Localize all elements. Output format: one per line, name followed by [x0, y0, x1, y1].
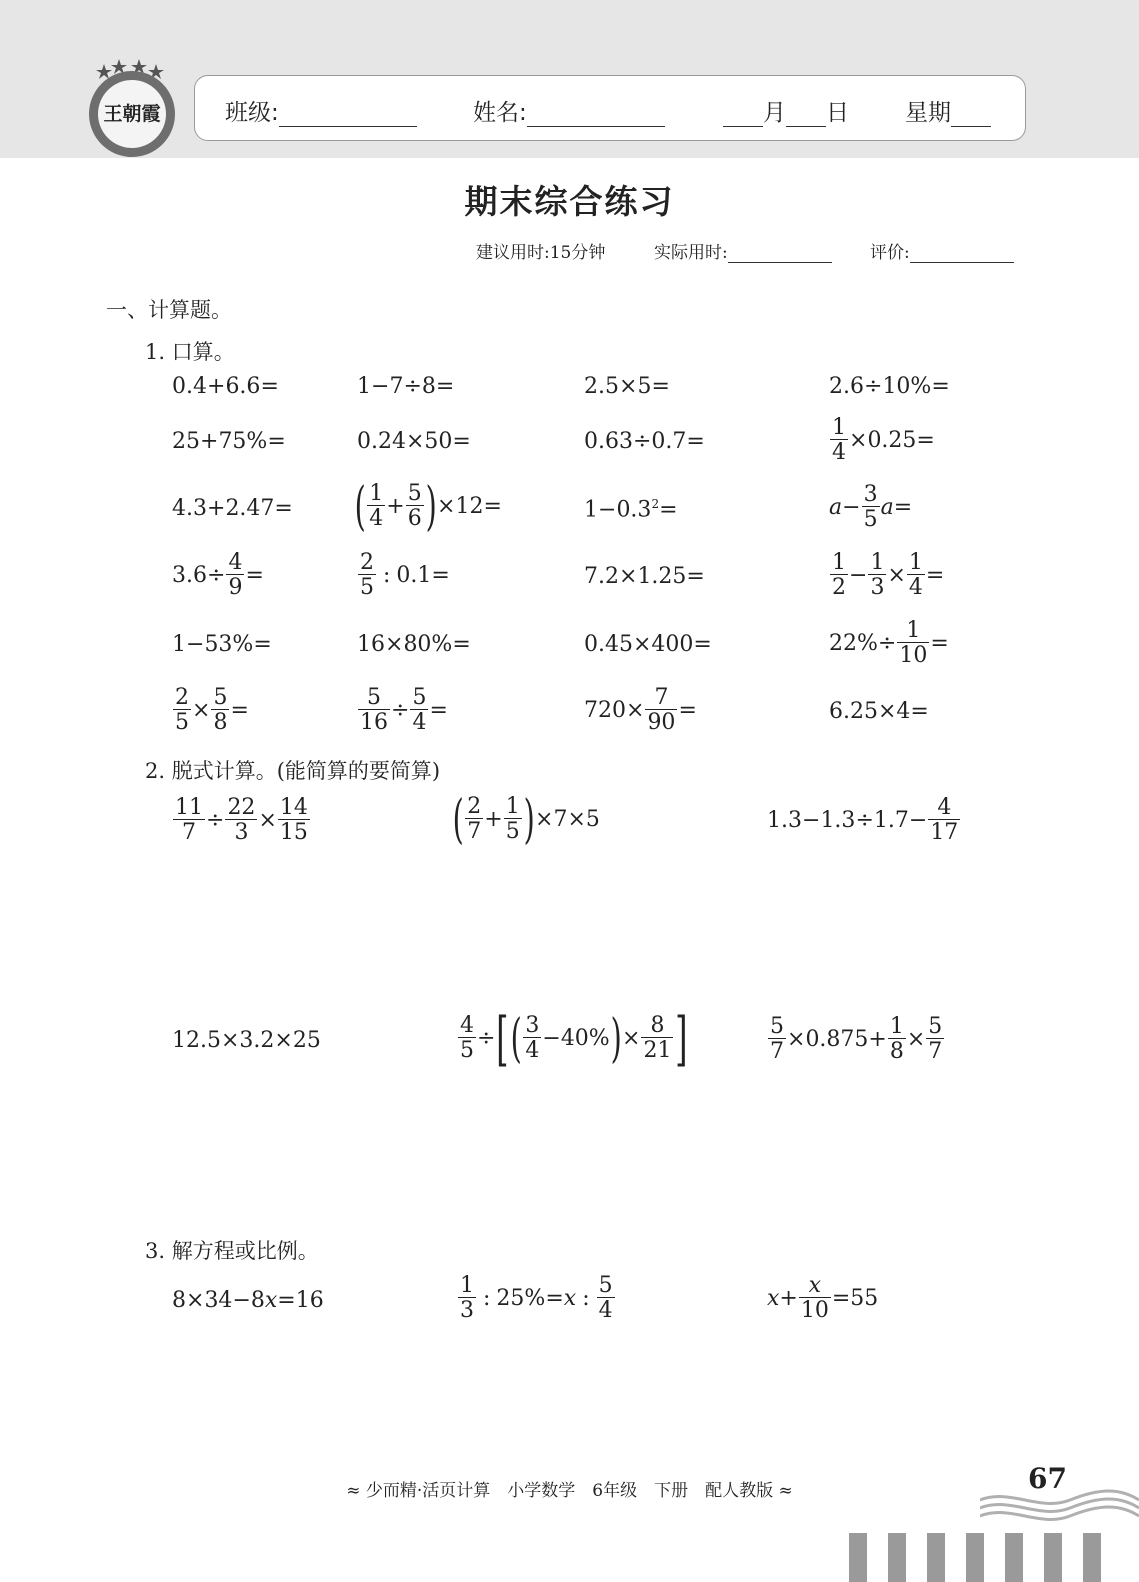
calc-item: $\frac{5}{7}$ ×0.875+ $\frac{1}{8}$ × $\frac{5}{7}$ — [770, 1014, 943, 1065]
oral-item: $\frac{2}{5}$ × $\frac{5}{8}$ = — [175, 685, 249, 736]
svg-text:王朝霞: 王朝霞 — [103, 103, 161, 125]
oral-item: 1−53%= — [172, 632, 272, 657]
edge-tab — [1083, 1533, 1101, 1582]
oral-item: 0.63÷0.7= — [584, 429, 705, 454]
oral-item: ( $\frac{1}{4}$ + $\frac{5}{6}$ )×12= — [354, 477, 502, 537]
q3-title: 3. 解方程或比例。 — [145, 1239, 319, 1263]
date-field[interactable]: 月 日 — [723, 94, 849, 127]
actual-time-field[interactable]: 实际用时: — [654, 238, 832, 263]
edge-tab — [888, 1533, 906, 1582]
oral-item: 720× $\frac{7}{90}$ = — [584, 685, 697, 736]
oral-item: 6.25×4= — [829, 699, 929, 724]
edge-tab — [849, 1533, 867, 1582]
calc-item: $\frac{11}{7}$ ÷ $\frac{22}{3}$ × $\frac{14}{15}$ — [175, 795, 308, 846]
oral-item: 4.3+2.47= — [172, 496, 293, 521]
oral-item: $\frac{2}{5}$ : 0.1= — [360, 550, 450, 601]
oral-item: 0.45×400= — [584, 632, 712, 657]
oral-item: 0.4+6.6= — [172, 374, 279, 399]
oral-item: 16×80%= — [357, 632, 471, 657]
page-number: 67 — [1028, 1462, 1067, 1495]
page-title: 期末综合练习 — [464, 182, 675, 221]
weekday-field[interactable]: 星期 — [905, 94, 991, 127]
oral-item: a− $\frac{3}{5}$ a= — [829, 482, 913, 533]
oral-item: 7.2×1.25= — [584, 564, 705, 589]
wave-icon: ≈ — [346, 1481, 366, 1501]
q1-title: 1. 口算。 — [145, 340, 235, 364]
oral-item: $\frac{5}{16}$ ÷ $\frac{5}{4}$ = — [360, 685, 448, 736]
evaluation-field[interactable]: 评价: — [870, 238, 1014, 263]
wangzhaoxia-logo — [84, 58, 180, 158]
oral-item: 25+75%= — [172, 429, 286, 454]
calc-item: 1.3−1.3÷1.7− $\frac{4}{17}$ — [767, 795, 959, 846]
student-info-box — [194, 75, 1026, 141]
edge-tab — [1005, 1533, 1023, 1582]
edge-tab — [1044, 1533, 1062, 1582]
equation-item: 8×34−8x=16 — [172, 1288, 324, 1313]
equation-item: x+ $\frac{x}{10}$ =55 — [767, 1273, 879, 1324]
footer: ≈ 少而精·活页计算 小学数学 6年级 下册 配人教版 ≈ — [346, 1481, 793, 1501]
class-field[interactable]: 班级: — [225, 94, 417, 127]
oral-item: 1−7÷8= — [357, 374, 455, 399]
section-heading: 一、计算题。 — [106, 298, 232, 322]
oral-item: 2.6÷10%= — [829, 374, 950, 399]
edge-tab — [966, 1533, 984, 1582]
calc-item: ( $\frac{2}{7}$ + $\frac{1}{5}$ )×7×5 — [452, 790, 600, 850]
oral-item: 3.6÷ $\frac{4}{9}$ = — [172, 550, 264, 601]
oral-item: 22%÷ $\frac{1}{10}$ = — [829, 618, 949, 669]
edge-tab — [927, 1533, 945, 1582]
name-field[interactable]: 姓名: — [473, 94, 665, 127]
q2-title: 2. 脱式计算。(能简算的要简算) — [145, 759, 441, 783]
oral-item: $\frac{1}{2}$ − $\frac{1}{3}$ × $\frac{1}{4}$ = — [832, 550, 945, 601]
oral-item: 0.24×50= — [357, 429, 471, 454]
oral-item: $\frac{1}{4}$ ×0.25= — [832, 415, 935, 466]
oral-item: 2.5×5= — [584, 374, 670, 399]
calc-item: 12.5×3.2×25 — [172, 1028, 321, 1053]
suggested-time: 建议用时:15分钟 — [476, 243, 606, 263]
oral-item: $1-0.3^2=$ — [584, 497, 678, 523]
equation-item: $\frac{1}{3}$ : 25%=x : $\frac{5}{4}$ — [460, 1273, 613, 1324]
calc-item: $\frac{4}{5}$ ÷[( $\frac{3}{4}$ −40%)× $\frac{8}{21}$ ] — [460, 1005, 688, 1073]
wave-icon: ≈ — [773, 1481, 793, 1501]
